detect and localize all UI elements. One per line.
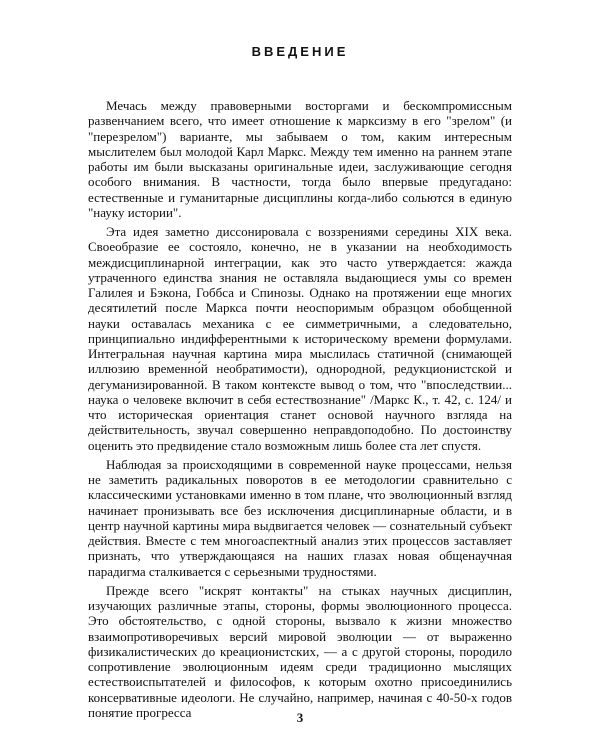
paragraph: Прежде всего "искрят контакты" на стыках научных дисциплин, изучающих различные этапы, стороны, формы эволюционного процесса. Это обстоятельство, с одной стороны, вызвало к жизни множество взаимопротиворечивых версий мировой эволюции — от выраженно физикалистических до креационистских, — а с другой стороны, породило сопротивление эволюционным идеям среди традиционно мыслящих естествоиспытателей и философов, к которым охотно присоединились консервативные идеологи. Не случайно, например, начиная с 40-50-х годов понятие прогресса (88, 582, 512, 720)
paragraph: Эта идея заметно диссонировала с воззрениями середины XIX века. Своеобразие ее состояло, конечно, не в указании на необходимость междисциплинарной интеграции, как это часто утверждается: жажда утраченного единства знания не оставляла выдающиеся умы со времен Галилея и Бэкона, Гоббса и Спинозы. Однако на протяжении еще многих десятилетий после Маркса почти неоспоримым образцом обобщенной науки оставалась механика с ее симметричными, а следовательно, принципиально индифферентными к историческому времени формулами. Интегральная научная картина мира мыслилась статичной (снимающей иллюзию временно́й необратимости), однородной, редукционистской и дегуманизированной. В таком контексте вывод о том, что "впоследствии... наука о человеке включит в себя естествознание" /Маркс К., т. 42, с. 124/ и что историческая ориентация станет основой научного взгляда на действительность, звучал совершенно неправдоподобно. По достоинству оценить это предвидение стало возможным лишь более ста лет спустя. (88, 224, 512, 453)
page-title: ВВЕДЕНИЕ (251, 44, 349, 59)
paragraph: Мечась между правоверными восторгами и бескомпромиссным развенчанием всего, что имеет отношение к марксизму в его "зрелом" (и "перезрелом") варианте, мы забываем о том, каким интересным мыслителем был молодой Карл Маркс. Между тем именно на раннем этапе работы им были высказаны оригинальные идеи, заслуживающие сегодня особого внимания. В частности, тогда было впервые предугадано: естественные и гуманитарные дисциплины когда-либо сольются в единую "науку истории". (88, 98, 512, 220)
body-text (88, 98, 512, 724)
paragraph: Наблюдая за происходящими в современной науке процессами, нельзя не заметить радикальных поворотов в ее методологии сравнительно с классическими установками именно в том плане, что эволюционный взгляд начинает пронизывать все без исключения дисциплинарные области, и в центр научной картины мира выдвигается человек — сознательный субъект действия. Вместе с тем многоаспектный анализ этих процессов заставляет признать, что утверждающаяся на наших глазах новая общенаучная парадигма сталкивается с серьезными трудностями. (88, 456, 512, 579)
page-number: 3 (296, 710, 304, 725)
